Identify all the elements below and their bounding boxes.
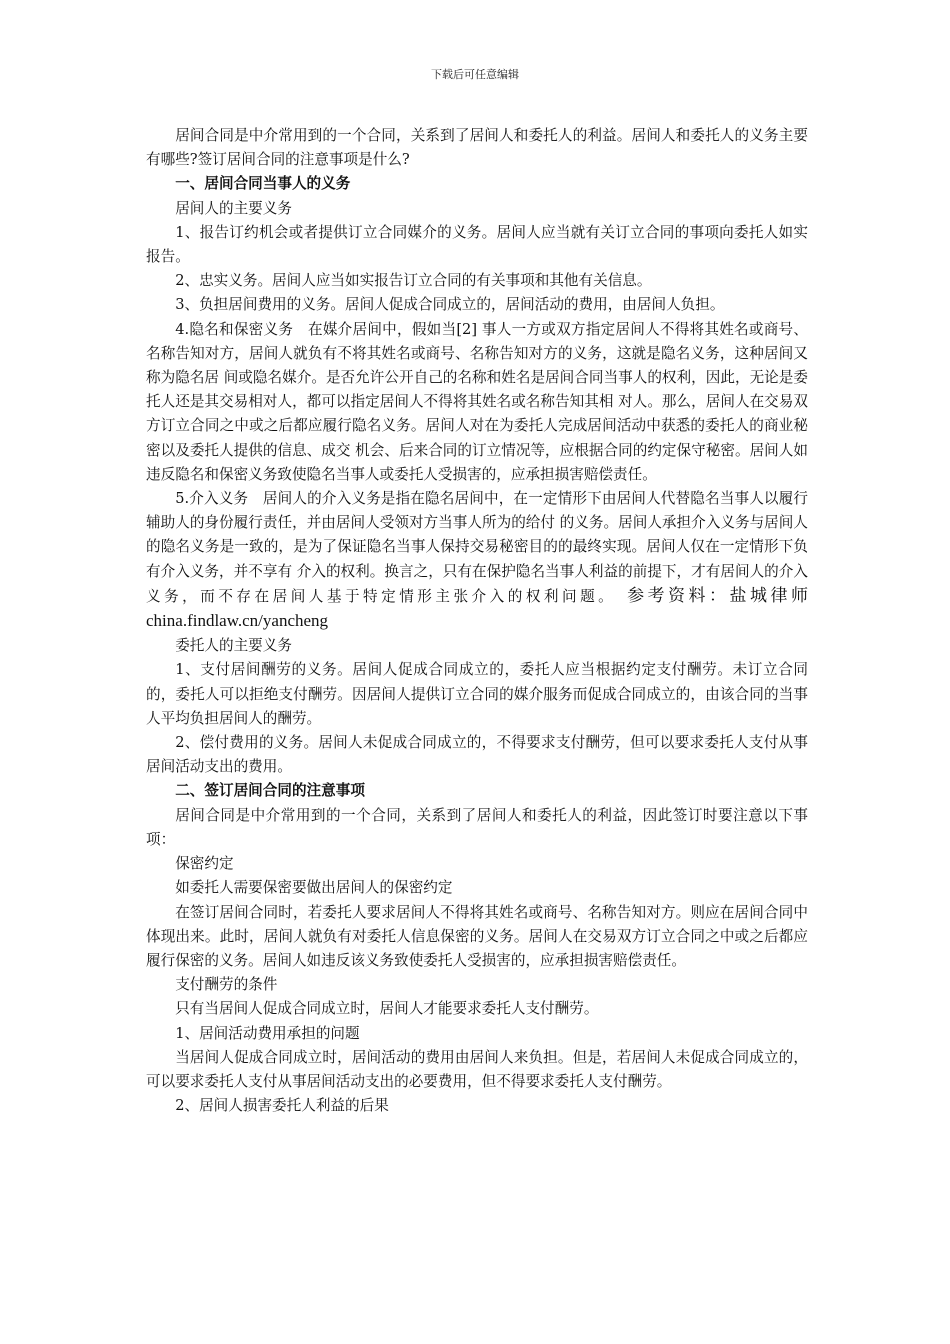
paragraph: 2、居间人损害委托人利益的后果 — [175, 1097, 389, 1115]
section-heading-notes: 二、签订居间合同的注意事项 — [175, 782, 365, 800]
paragraph: 当居间人促成合同成立时，居间活动的费用由居间人来负担。但是，若居间人未促成合同成立的，可以要求委托人支付从事居间活动支出的必要费用，但不得要求委托人支付酬劳。 — [146, 1048, 808, 1090]
paragraph: 1、支付居间酬劳的义务。居间人促成合同成立的，委托人应当根据约定支付酬劳。未订立合同的，委托人可以拒绝支付酬劳。因居间人提供订立合同的媒介服务而促成合同成立的，由该合同的当事人平均负担居间人的酬劳。 — [146, 661, 808, 727]
paragraph: 4.隐名和保密义务 在媒介居间中，假如当[2] 事人一方或双方指定居间人不得将其姓名或商号、名称告知对方，居间人就负有不将其姓名或商号、名称告知对方的义务，这就是隐名义务，这种居间又称为隐名居 间或隐名媒介。是否允许公开自己的名称和姓名是居间合同当事人的权利，因此，无论是委托人还是其交易相对人，都可以指定居间人不得将其姓名或名称告知其相 对人。那么，居间人在交易双方订立合同之中或之后都应履行隐名义务。居间人对在为委托人完成居间活动中获悉的委托人的商业秘密以及委托人提供的信息、成交 机会、后来合同的订立情况等，应根据合同的约定保守秘密。居间人如违反隐名和保密义务致使隐名当事人或委托人受损害的，应承担损害赔偿责任。 — [146, 320, 808, 483]
paragraph: 如委托人需要保密要做出居间人的保密约定 — [175, 879, 453, 897]
section-heading-obligations: 一、居间合同当事人的义务 — [175, 175, 351, 193]
paragraph-text: 5.介入义务 居间人的介入义务是指在隐名居间中，在一定情形下由居间人代替隐名当事人以履行辅助人的身份履行责任，并由居间人受领对方当事人所为的给付 的义务。居间人承担介入义务与居间人的隐名义务是一致的，是为了保证隐名当事人保持交易秘密目的的最终实现。居间人仅在一定情形下负有介入义务，并不享有 介入的权利。换言之，只有在保护隐名当事人利益的前提下，才有居间人的介入义务，而不存在居间人基于特定情形主张介入的权利问题。 — [146, 490, 808, 605]
intro-paragraph: 居间合同是中介常用到的一个合同，关系到了居间人和委托人的利益。居间人和委托人的义务主要有哪些?签订居间合同的注意事项是什么? — [146, 127, 808, 169]
paragraph: 在签订居间合同时，若委托人要求居间人不得将其姓名或商号、名称告知对方。则应在居间合同中体现出来。此时，居间人就负有对委托人信息保密的义务。居间人在交易双方订立合同之中或之后都应履行保密的义务。居间人如违反该义务致使委托人受损害的，应承担损害赔偿责任。 — [146, 903, 808, 969]
paragraph: 2、偿付费用的义务。居间人未促成合同成立的，不得要求支付酬劳，但可以要求委托人支付从事居间活动支出的费用。 — [146, 734, 808, 776]
paragraph-with-reference — [146, 487, 808, 634]
paragraph: 只有当居间人促成合同成立时，居间人才能要求委托人支付酬劳。 — [175, 1000, 599, 1018]
paragraph: 3、负担居间费用的义务。居间人促成合同成立的，居间活动的费用，由居间人负担。 — [175, 296, 725, 314]
subheading-intermediary-obligations: 居间人的主要义务 — [175, 199, 292, 217]
reference-link[interactable]: 参考资料：盐城律师 china.findlaw.cn/yancheng — [146, 585, 809, 631]
document-body — [146, 124, 808, 1118]
paragraph: 2、忠实义务。居间人应当如实报告订立合同的有关事项和其他有关信息。 — [175, 272, 652, 290]
paragraph: 1、居间活动费用承担的问题 — [175, 1024, 360, 1042]
paragraph: 居间合同是中介常用到的一个合同，关系到了居间人和委托人的利益，因此签订时要注意以下事项： — [146, 806, 808, 848]
page-header: 下载后可任意编辑 — [431, 68, 519, 81]
subheading-confidentiality: 保密约定 — [175, 855, 234, 873]
subheading-client-obligations: 委托人的主要义务 — [175, 637, 292, 655]
paragraph: 1、报告订约机会或者提供订立合同媒介的义务。居间人应当就有关订立合同的事项向委托人如实报告。 — [146, 223, 808, 266]
subheading-payment-conditions: 支付酬劳的条件 — [175, 976, 278, 994]
